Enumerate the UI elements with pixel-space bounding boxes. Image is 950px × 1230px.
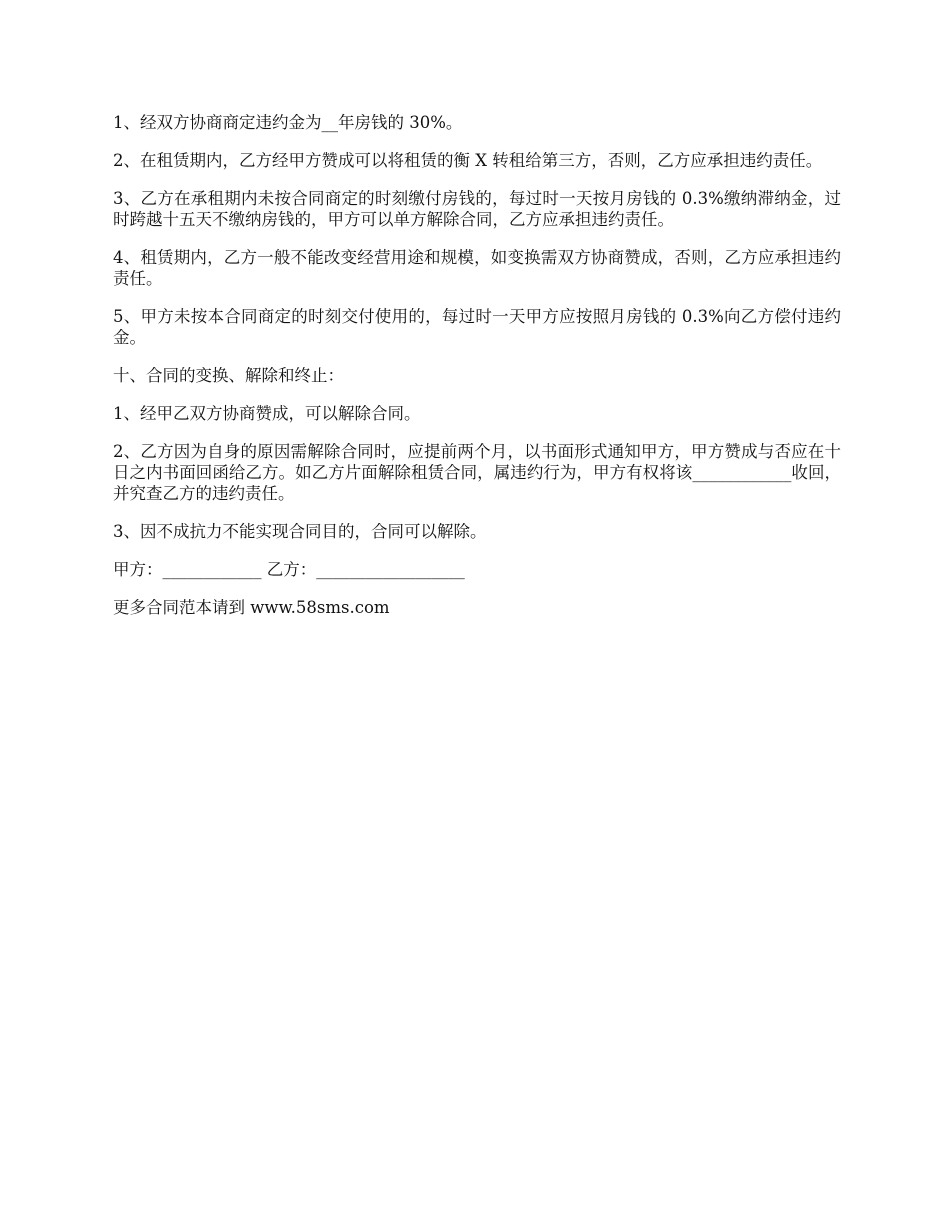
- section-heading-termination: 十、合同的变换、解除和终止：: [113, 366, 344, 385]
- penalty-clause-5: 5、甲方未按本合同商定的时刻交付使用的，每过时一天甲方应按照月房钱的 0.3%向乙方偿付违约金。: [113, 307, 841, 347]
- termination-clause-2: 2、乙方因为自身的原因需解除合同时，应提前两个月，以书面形式通知甲方，甲方赞成与否应在十日之内书面回函给乙方。如乙方片面解除租赁合同，属违约行为，甲方有权将该____________收回，并究查乙方的违约责任。: [113, 442, 841, 503]
- penalty-clause-2: 2、在租赁期内，乙方经甲方赞成可以将租赁的衡 X 转租给第三方，否则，乙方应承担违约责任。: [113, 151, 823, 170]
- penalty-clause-1: 1、经双方协商商定违约金为__年房钱的 30%。: [113, 113, 463, 132]
- document-body: [113, 112, 841, 635]
- footer-note: 更多合同范本请到 www.58sms.com: [113, 598, 390, 617]
- termination-clause-1: 1、经甲乙双方协商赞成，可以解除合同。: [113, 404, 421, 423]
- penalty-clause-3: 3、乙方在承租期内未按合同商定的时刻缴付房钱的，每过时一天按月房钱的 0.3%缴纳滞纳金，过时跨越十五天不缴纳房钱的，甲方可以单方解除合同，乙方应承担违约责任。: [113, 189, 841, 229]
- penalty-clause-4: 4、租赁期内，乙方一般不能改变经营用途和规模，如变换需双方协商赞成，否则，乙方应承担违约责任。: [113, 248, 841, 288]
- signature-line: 甲方：____________ 乙方：__________________: [113, 560, 465, 579]
- termination-clause-3: 3、因不成抗力不能实现合同目的，合同可以解除。: [113, 522, 487, 541]
